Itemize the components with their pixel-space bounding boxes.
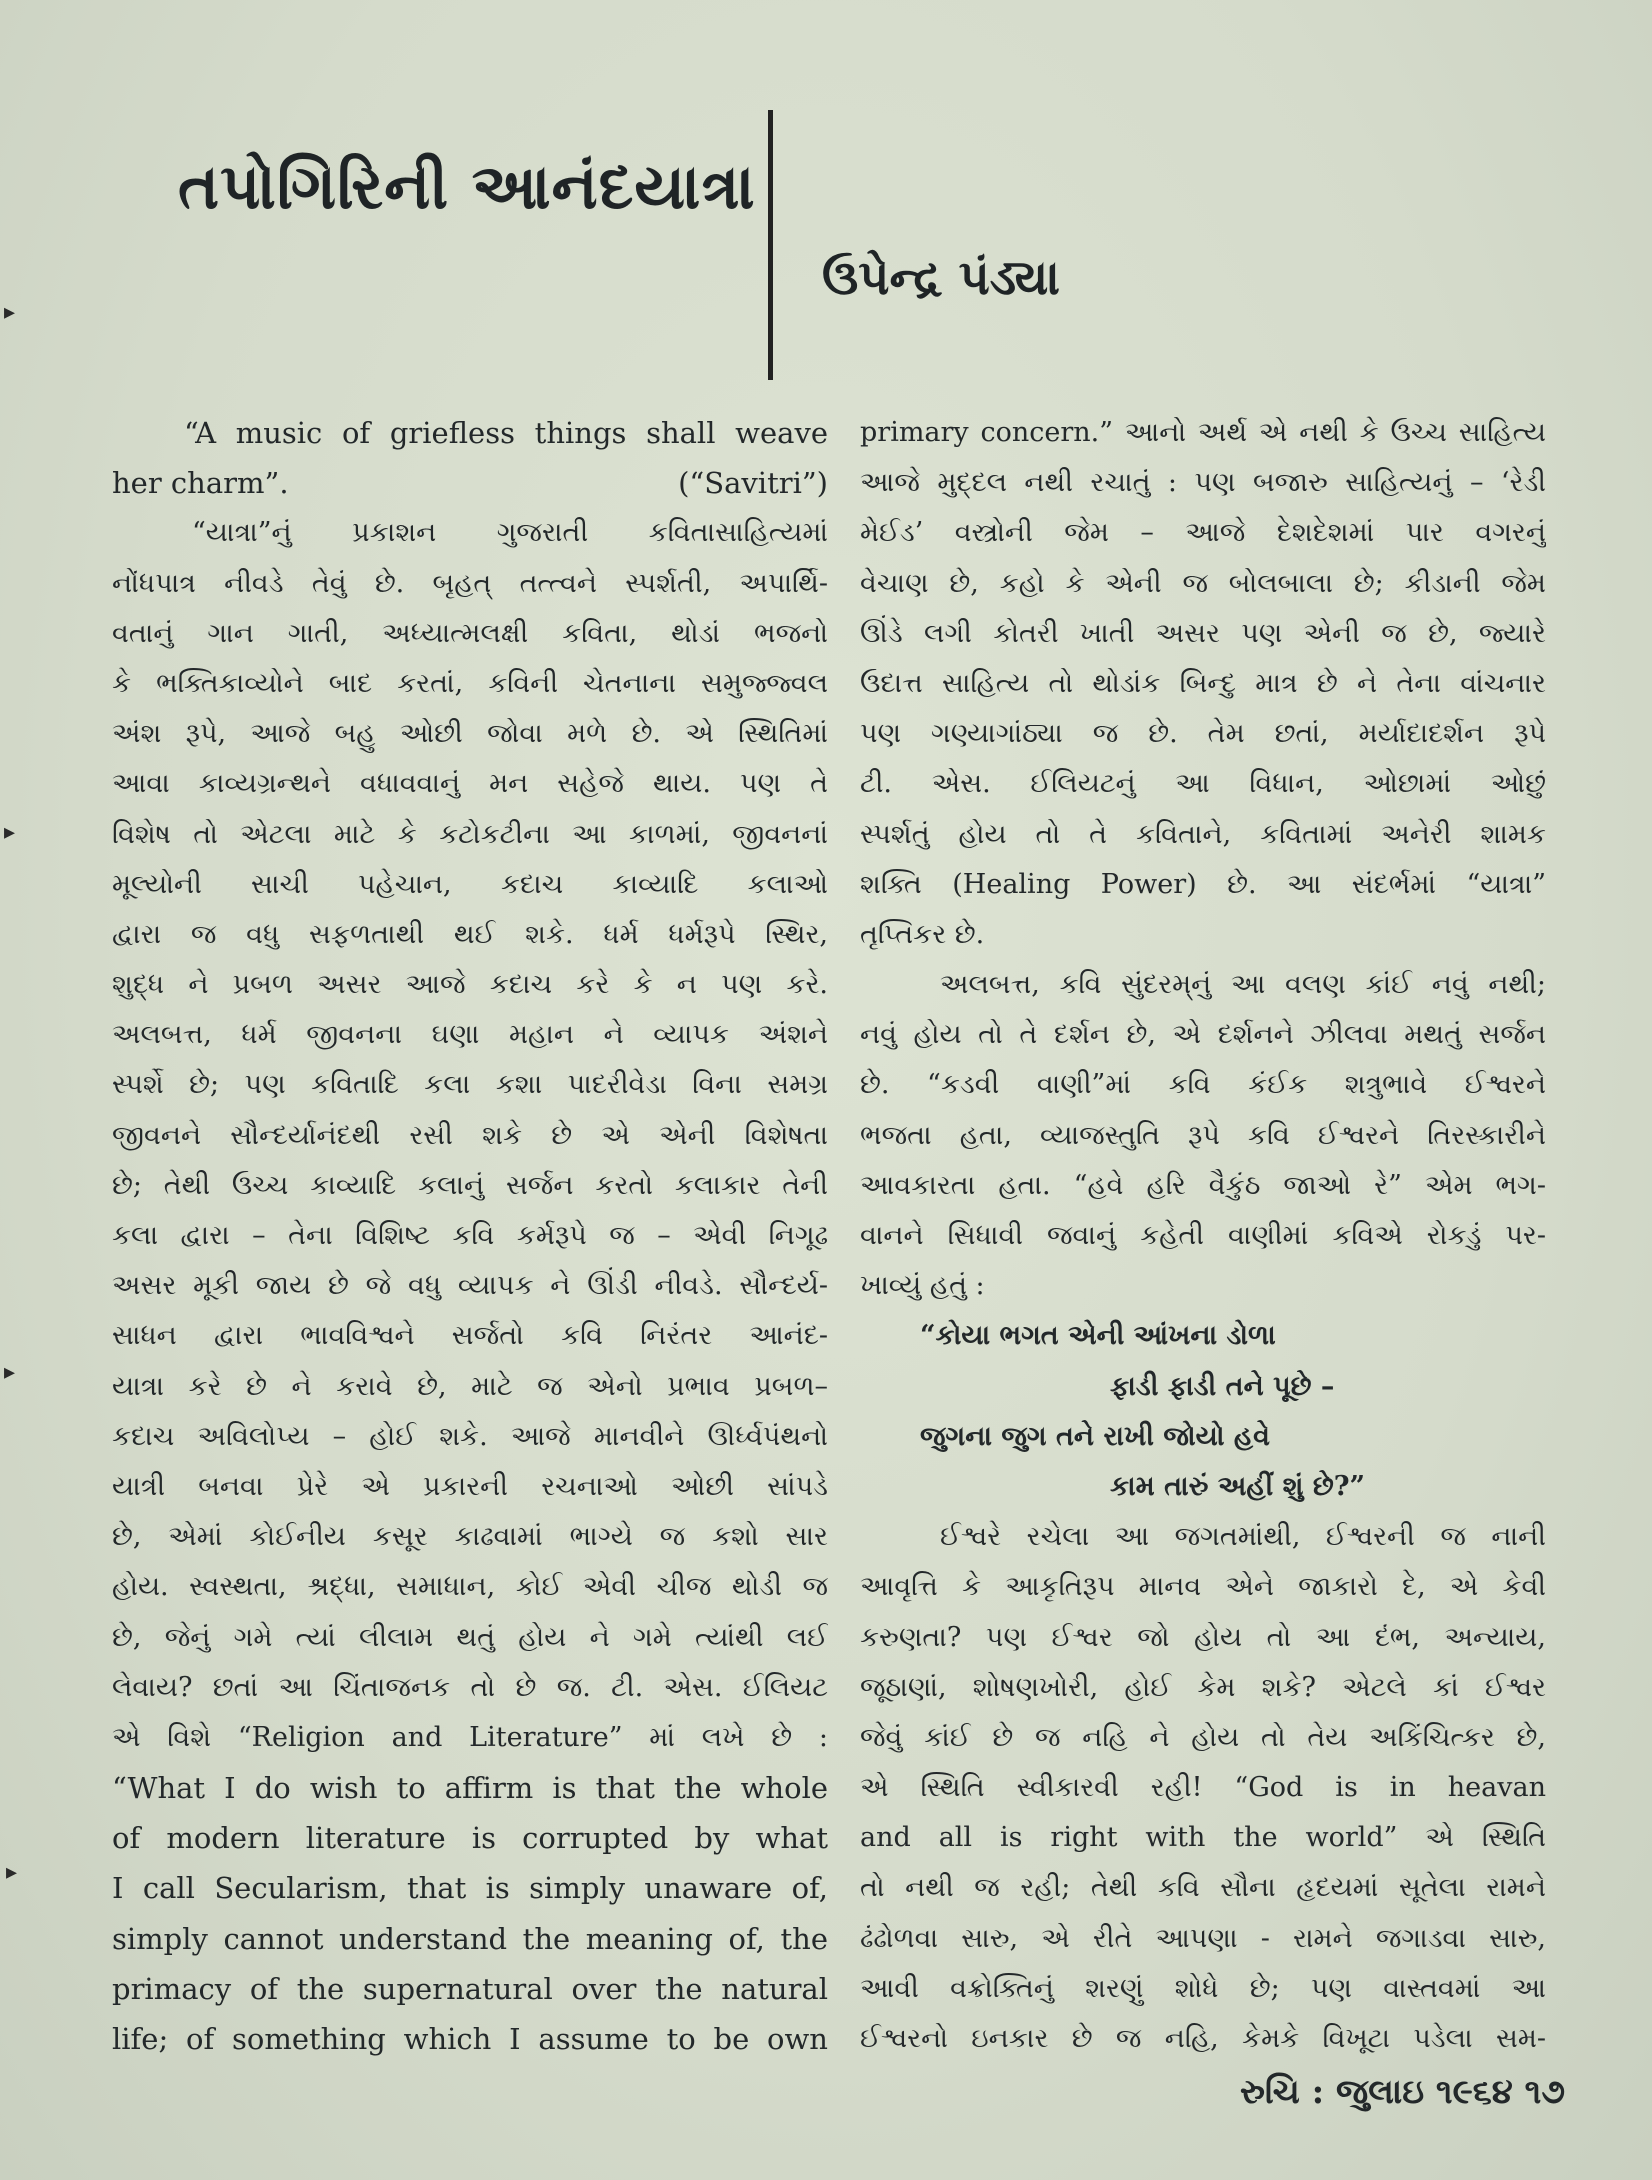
paragraph-line: મૂલ્યોની સાચી પહેચાન, કદાચ કાવ્યાદિ કલાઓ	[112, 868, 828, 900]
paragraph-line: યાત્રા કરે છે ને કરાવે છે, માટે જ એનો પ્રભાવ પ્રબળ–	[112, 1370, 828, 1402]
article-title: તપોગિરિની આનંદયાત્રા	[178, 150, 756, 223]
margin-mark: ▸	[4, 1360, 16, 1385]
paragraph-line: “યાત્રા”નું પ્રકાશન ગુજરાતી કવિતાસાહિત્યમાં	[192, 517, 828, 549]
paragraph-line: ઈશ્વરે રચેલા આ જગતમાંથી, ઈશ્વરની જ નાની	[940, 1521, 1546, 1553]
paragraph-line: ઈશ્વરનો ઇનકાર છે જ નહિ, કેમકે વિખૂટા પડેલા સમ-	[860, 2023, 1546, 2054]
margin-mark: ▸	[4, 300, 16, 325]
paragraph-line: કે ભક્તિકાવ્યોને બાદ કરતાં, કવિની ચેતનાના સમુજ્જ્વલ	[112, 667, 828, 699]
margin-mark: ▸	[4, 820, 16, 845]
article-author: ઉપેન્દ્ર પંડ્યા	[822, 250, 1060, 306]
right-body-part-c	[860, 1512, 1546, 2064]
paragraph-line: અલબત્ત, ધર્મ જીવનના ઘણા મહાન ને વ્યાપક અંશને	[112, 1019, 828, 1051]
paragraph-line: આવી વક્રોક્તિનું શરણું શોધે છે; પણ વાસ્તવમાં આ	[860, 1972, 1546, 2004]
paragraph-line: I call Secularism, that is simply unaware of,	[112, 1871, 828, 1906]
epigraph-line: “A music of griefless things shall weave	[184, 416, 828, 450]
verse-line: કામ તારું અહીં શું છે?”	[1110, 1470, 1366, 1502]
paragraph-line: નોંધપાત્ર નીવડે તેવું છે. બૃહત્ તત્ત્વને સ્પર્શતી, અપાર્થિ-	[112, 567, 828, 599]
epigraph-source: (“Savitri”)	[678, 466, 828, 501]
paragraph-line: જેવું કાંઈ છે જ નહિ ને હોય તો તેય અકિંચિત્કર છે,	[860, 1721, 1546, 1753]
paragraph-line: જૂઠાણાં, શોષણખોરી, હોઈ કેમ શકે? એટલે કાં ઈશ્વર	[860, 1671, 1546, 1703]
paragraph-line: “What I do wish to affirm is that the whole	[112, 1771, 828, 1806]
paragraph-line: છે. “કડવી વાણી”માં કવિ કંઈક શત્રુભાવે ઈશ્વરને	[860, 1069, 1546, 1101]
paragraph-line: પણ ગણ્યાગાંઠ્યા જ છે. તેમ છતાં, મર્યાદાદર્શન રૂપે	[860, 718, 1546, 750]
paragraph-line: વેચાણ છે, કહો કે એની જ બોલબાલા છે; કીડાની જેમ	[860, 567, 1546, 599]
paragraph-line: અંશ રૂપે, આજે બહુ ઓછી જોવા મળે છે. એ સ્થિતિમાં	[112, 718, 828, 750]
paragraph-line: આવકારતા હતા. “હવે હરિ વૈકુંઠ જાઓ રે” એમ ભગ-	[860, 1169, 1546, 1201]
paragraph-line: સ્પર્શે છે; પણ કવિતાદિ કલા કશા પાદરીવેડા વિના સમગ્ર	[112, 1069, 828, 1101]
paragraph-line: વાનને સિધાવી જવાનું કહેતી વાણીમાં કવિએ રોકડું પર-	[860, 1220, 1546, 1251]
paragraph-line: and all is right with the world” એ સ્થિતિ	[860, 1822, 1546, 1854]
title-divider	[768, 110, 773, 380]
paragraph-line: કરુણતા? પણ ઈશ્વર જો હોય તો આ દંભ, અન્યાય,	[860, 1621, 1546, 1653]
paragraph-line: ઉદાત્ત સાહિત્ય તો થોડાંક બિન્દુ માત્ર છે ને તેના વાંચનાર	[860, 667, 1546, 699]
paragraph-line: યાત્રી બનવા પ્રેરે એ પ્રકારની રચનાઓ ઓછી સાંપડે	[112, 1470, 828, 1502]
paragraph-line: ઢંઢોળવા સારુ, એ રીતે આપણા - રામને જગાડવા સારુ,	[860, 1922, 1546, 1954]
paragraph-line: દ્વારા જ વધુ સફળતાથી થઈ શકે. ધર્મ ધર્મરૂપે સ્થિર,	[112, 918, 828, 950]
paragraph-line: આજે મુદ્દલ નથી રચાતું : પણ બજારુ સાહિત્યનું – ‘રેડી	[860, 467, 1546, 499]
paragraph-line: સાધન દ્વારા ભાવવિશ્વને સર્જતો કવિ નિરંતર આનંદ-	[112, 1320, 828, 1352]
paragraph-line: મેઈડ’ વસ્ત્રોની જેમ – આજે દેશદેશમાં પાર વગરનું	[860, 517, 1546, 549]
paragraph-line: આવા કાવ્યગ્રન્થને વધાવવાનું મન સહેજે થાય. પણ તે	[112, 768, 828, 800]
paragraph-line: નવું હોય તો તે દર્શન છે, એ દર્શનને ઝીલવા મથતું સર્જન	[860, 1019, 1546, 1051]
paragraph-line: શુદ્ધ ને પ્રબળ અસર આજે કદાચ કરે કે ન પણ કરે.	[112, 969, 828, 1001]
paragraph-line: એ સ્થિતિ સ્વીકારવી રહી! “God is in heavan	[860, 1772, 1546, 1804]
paragraph-line: જીવનને સૌન્દર્યાનંદથી રસી શકે છે એ એની વિશેષતા	[112, 1119, 828, 1151]
paragraph-line: અસર મૂકી જાય છે જે વધુ વ્યાપક ને ઊંડી નીવડે. સૌન્દર્ય-	[112, 1270, 828, 1302]
page-footer: રુચિ : જુલાઇ ૧૯૬૪ ૧૭	[1240, 2072, 1565, 2112]
paragraph-line: એ વિશે “Religion and Literature” માં લખે છે :	[112, 1721, 828, 1753]
right-body-part-a	[860, 408, 1546, 910]
paragraph-line: સ્પર્શતું હોય તો તે કવિતાને, કવિતામાં અનેરી શામક	[860, 818, 1546, 850]
verse-line: જુગના જુગ તને રાખી જોયો હવે	[920, 1420, 1270, 1452]
paragraph-line: primary concern.” આનો અર્થ એ નથી કે ઉચ્ચ સાહિત્ય	[860, 417, 1546, 448]
paragraph-line: છે, એમાં કોઈનીય કસૂર કાઢવામાં ભાગ્યે જ કશો સાર	[112, 1521, 828, 1553]
quoted-verse	[860, 1311, 1546, 1512]
left-body	[112, 508, 828, 2064]
paragraph-line: વતાનું ગાન ગાતી, અધ્યાત્મલક્ષી કવિતા, થોડાં ભજનો	[112, 617, 828, 649]
paragraph-line: simply cannot understand the meaning of, the	[112, 1921, 828, 1956]
paragraph-line: આવૃત્તિ કે આકૃતિરૂપ માનવ એને જાકારો દે, એ કેવી	[860, 1571, 1546, 1603]
paragraph-line: છે, જેનું ગમે ત્યાં લીલામ થતું હોય ને ગમે ત્યાંથી લઈ	[112, 1621, 828, 1653]
right-body-part-b	[860, 960, 1546, 1261]
paragraph-line: શક્તિ (Healing Power) છે. આ સંદર્ભમાં “યાત્રા”	[860, 868, 1546, 900]
paragraph-line: લેવાય? છતાં આ ચિંતાજનક તો છે જ. ટી. એસ. ઈલિયટ	[112, 1671, 828, 1703]
paragraph-line: of modern literature is corrupted by what	[112, 1821, 828, 1856]
paragraph-line: વિશેષ તો એટલા માટે કે કટોકટીના આ કાળમાં, જીવનનાં	[112, 818, 828, 850]
paragraph-line: ઊંડે લગી કોતરી ખાતી અસર પણ એની જ છે, જ્યારે	[860, 617, 1546, 649]
verse-line: ફાડી ફાડી તને પૂછે –	[1110, 1370, 1335, 1402]
paragraph-line: life; of something which I assume to be own	[112, 2022, 828, 2056]
paragraph-line: કલા દ્વારા – તેના વિશિષ્ટ કવિ કર્મરૂપે જ – એવી નિગૂઢ	[112, 1220, 828, 1251]
paragraph-line: અલબત્ત, કવિ સુંદરમ્‌નું આ વલણ કાંઈ નવું નથી;	[940, 969, 1546, 1001]
left-column	[112, 408, 828, 2064]
paragraph-line: primacy of the supernatural over the natural	[112, 1971, 828, 2006]
epigraph-text: her charm”.	[112, 466, 289, 501]
right-column	[860, 408, 1546, 2064]
paragraph-line: તો નથી જ રહી; તેથી કવિ સૌના હૃદયમાં સૂતેલા રામને	[860, 1872, 1546, 1904]
paragraph-line: હોય. સ્વસ્થતા, શ્રદ્ધા, સમાધાન, કોઈ એવી ચીજ થોડી જ	[112, 1571, 828, 1603]
paragraph-line: છે; તેથી ઉચ્ચ કાવ્યાદિ કલાનું સર્જન કરતો કલાકાર તેની	[112, 1169, 828, 1201]
paragraph-line: ખાવ્યું હતું :	[860, 1270, 985, 1302]
epigraph-line	[112, 458, 828, 508]
paragraph-line: ભજતા હતા, વ્યાજસ્તુતિ રૂપે કવિ ઈશ્વરને તિરસ્કારીને	[860, 1119, 1546, 1151]
paragraph-line: ટી. એસ. ઈલિયટનું આ વિધાન, ઓછામાં ઓછું	[860, 768, 1546, 800]
verse-line: “કોયા ભગત એની આંખના ડોળા	[920, 1320, 1276, 1352]
paragraph-line: કદાચ અવિલોપ્ય – હોઈ શકે. આજે માનવીને ઊર્ધ્વપંથનો	[112, 1420, 828, 1452]
margin-mark: ▸	[6, 1860, 18, 1885]
paragraph-line: તૃપ્તિકર છે.	[860, 918, 985, 950]
